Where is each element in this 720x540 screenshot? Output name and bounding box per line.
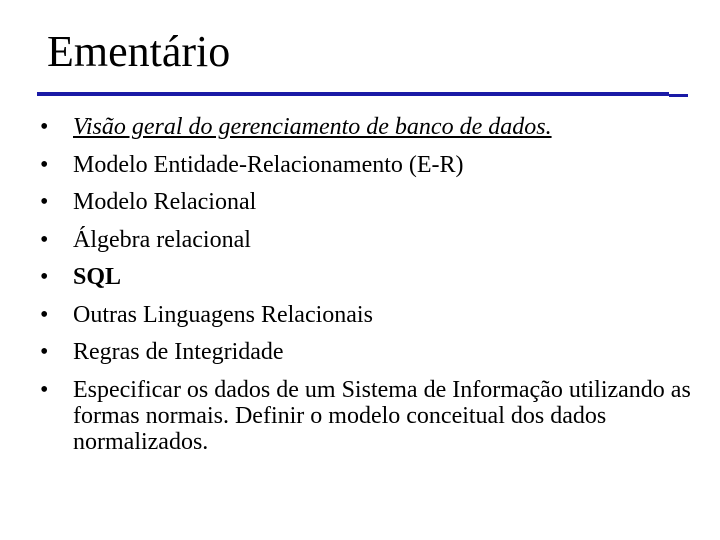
bullet-item-sql bbox=[40, 264, 700, 290]
bullet-icon: • bbox=[40, 301, 49, 328]
bullet-text: Regras de Integridade bbox=[73, 339, 284, 365]
bullet-text: Outras Linguagens Relacionais bbox=[73, 301, 373, 328]
bullet-icon: • bbox=[40, 114, 49, 140]
bullet-item-er-model bbox=[40, 152, 700, 178]
bullet-item-relational-algebra bbox=[40, 227, 700, 253]
bullet-icon: • bbox=[40, 339, 49, 365]
bullet-item-integrity-rules bbox=[40, 339, 700, 365]
bullet-item-overview bbox=[40, 114, 700, 140]
bullet-text: Modelo Relacional bbox=[73, 189, 257, 215]
bullet-text: Modelo Entidade-Relacionamento (E-R) bbox=[73, 151, 464, 178]
bullet-item-relational-model bbox=[40, 189, 700, 215]
bullet-icon: • bbox=[40, 189, 49, 215]
bullet-text: Especificar os dados de um Sistema de Informação utilizando as formas normais. Definir o modelo conceitual dos dados normalizados. bbox=[73, 376, 691, 455]
bullet-icon: • bbox=[40, 226, 49, 253]
bullet-icon: • bbox=[40, 376, 49, 403]
bullet-list bbox=[40, 114, 700, 455]
slide-title: Ementário bbox=[47, 27, 231, 76]
bullet-icon: • bbox=[40, 264, 49, 290]
bullet-icon: • bbox=[40, 151, 49, 178]
title-underline-rule-tail bbox=[669, 94, 688, 97]
bullet-item-other-languages bbox=[40, 302, 700, 328]
bullet-text: SQL bbox=[73, 264, 122, 290]
bullet-text: Visão geral do gerenciamento de banco de dados. bbox=[73, 114, 552, 140]
bullet-text: Álgebra relacional bbox=[73, 226, 251, 253]
title-underline-rule bbox=[37, 92, 669, 96]
bullet-item-normal-forms bbox=[40, 377, 700, 455]
